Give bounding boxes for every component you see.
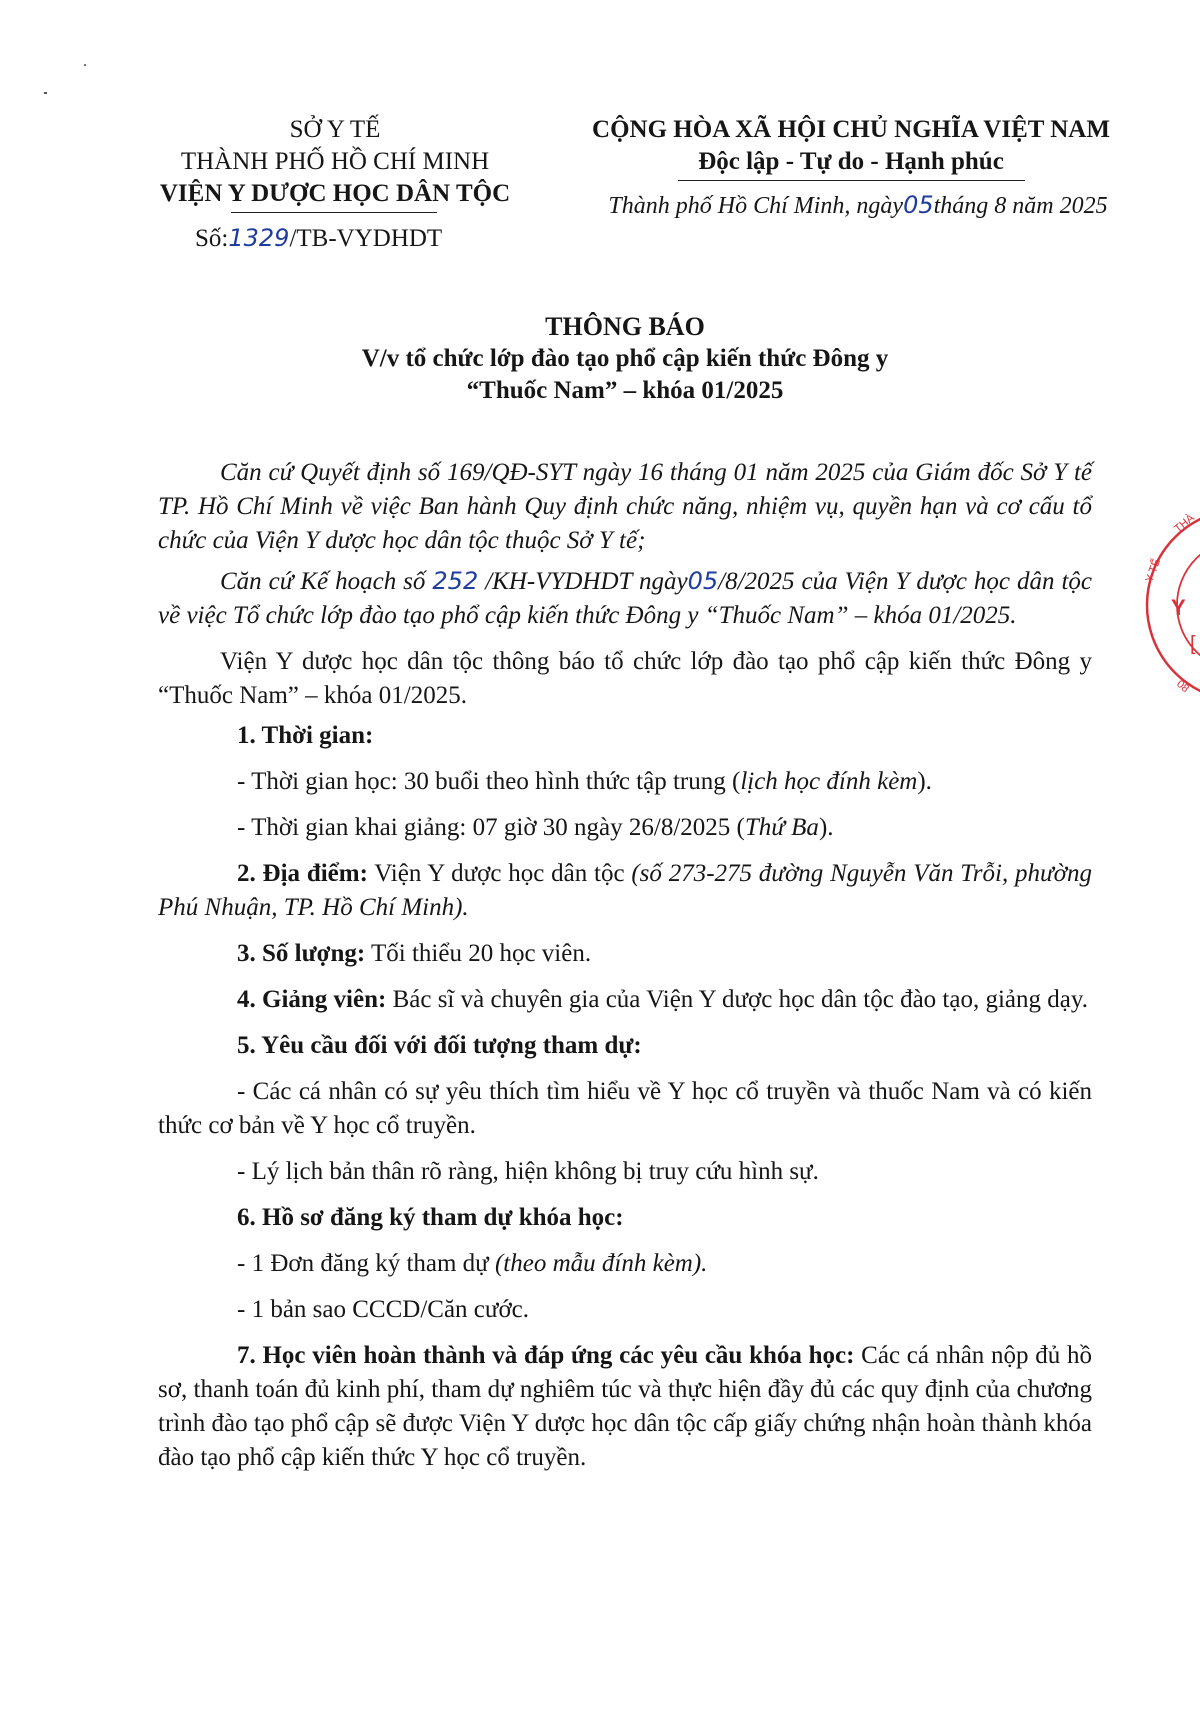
bullet-italic: lịch học đính kèm — [740, 768, 918, 795]
section-5-bullet-2: - Lý lịch bản thân rõ ràng, hiện không bị truy cứu hình sự. — [237, 1158, 819, 1185]
section-1-title: 1. Thời gian: — [237, 722, 374, 749]
bullet-end: ). — [818, 814, 834, 841]
issuing-agency-block — [140, 114, 530, 210]
section-2 — [158, 857, 1092, 925]
official-seal-stamp — [1138, 505, 1200, 705]
bullet-italic: Thứ Ba — [744, 814, 819, 841]
svg-text:Y TẾ: Y TẾ — [1143, 557, 1164, 585]
republic-name: CỘNG HÒA XÃ HỘI CHỦ NGHĨA VIỆT NAM — [592, 116, 1110, 143]
handwritten-day: 05 — [903, 191, 934, 219]
svg-text:08: 08 — [1174, 678, 1192, 696]
section-2-text: Viện Y dược học dân tộc — [367, 860, 632, 887]
handwritten-plan-number: 252 — [432, 567, 479, 595]
svg-text:Y: Y — [1171, 595, 1186, 620]
section-6-bullet-2: - 1 bản sao CCCD/Căn cước. — [237, 1296, 530, 1323]
svg-text:THÀ: THÀ — [1172, 511, 1197, 536]
institute-underline — [231, 212, 437, 213]
bullet-text: - Thời gian khai giảng: 07 giờ 30 ngày 26/8/2025 ( — [237, 814, 745, 841]
section-1-bullet-2 — [158, 811, 1092, 845]
bullet-end: ). — [917, 768, 932, 795]
section-3 — [158, 937, 1092, 971]
national-motto: Độc lập - Tự do - Hạnh phúc — [698, 148, 1004, 175]
date-prefix: Thành phố Hồ Chí Minh, ngày — [608, 193, 904, 219]
bullet-text: - Thời gian học: 30 buổi theo hình thức tập trung ( — [237, 768, 741, 795]
place-and-date — [578, 189, 1138, 222]
notice-title-block — [150, 311, 1100, 407]
notice-subject-line1: V/v tổ chức lớp đào tạo phổ cập kiến thức Đông y — [361, 345, 889, 372]
section-7-text: Các cá nhân nộp đủ hồ sơ, thanh toán đủ kinh phí, tham dự nghiêm túc và thực hiện đầy đủ các quy định của chương trình đào tạo phổ cập sẽ được Viện Y dược học dân tộc cấp giấy chứng nhận hoàn thành khóa đào tạo phổ cập kiến thức Y học cổ truyền. — [158, 1342, 1092, 1471]
section-4 — [158, 983, 1092, 1017]
number-suffix: /TB-VYDHDT — [289, 225, 443, 252]
section-7 — [158, 1339, 1092, 1475]
section-4-title: 4. Giảng viên: — [237, 986, 387, 1013]
section-4-text: Bác sĩ và chuyên gia của Viện Y dược học dân tộc đào tạo, giảng dạy. — [386, 986, 1088, 1013]
scan-speck — [44, 92, 47, 94]
legal-basis-2-c: /8/2025 của Viện Y dược học dân tộc về việc Tổ chức lớp đào tạo phổ cập kiến thức Đông y “Thuốc Nam” – khóa 01/2025. — [158, 568, 1093, 629]
section-2-address: (số 273-275 đường Nguyễn Văn Trỗi, phường Phú Nhuận, TP. Hồ Chí Minh). — [158, 860, 1092, 921]
section-7-title: 7. Học viên hoàn thành và đáp ứng các yêu cầu khóa học: — [237, 1342, 855, 1369]
section-5-title: 5. Yêu cầu đối với đối tượng tham dự: — [237, 1032, 642, 1059]
notice-body — [158, 456, 1092, 1475]
section-1-bullet-1 — [158, 765, 1092, 799]
intro-paragraph: Viện Y dược học dân tộc thông báo tổ chức lớp đào tạo phổ cập kiến thức Đông y “Thuốc Nam” – khóa 01/2025. — [158, 648, 1092, 709]
national-header-block — [566, 114, 1136, 178]
motto-underline — [678, 180, 1025, 181]
section-6-title: 6. Hồ sơ đăng ký tham dự khóa học: — [237, 1204, 624, 1231]
legal-basis-1: Căn cứ Quyết định số 169/QĐ-SYT ngày 16 tháng 01 năm 2025 của Giám đốc Sở Y tế TP. Hồ Chí Minh về việc Ban hành Quy định chức năng, nhiệm vụ, quyền hạn và cơ cấu tổ chức của Viện Y dược học dân tộc thuộc Sở Y tế; — [158, 459, 1092, 554]
notice-subject-line2: “Thuốc Nam” – khóa 01/2025 — [466, 377, 784, 404]
bullet-italic: (theo mẫu đính kèm). — [494, 1250, 708, 1277]
section-5-bullet-1: - Các cá nhân có sự yêu thích tìm hiểu về Y học cổ truyền và thuốc Nam và có kiến thức cơ bản về Y học cổ truyền. — [158, 1078, 1092, 1139]
section-2-title: 2. Địa điểm: — [237, 860, 368, 887]
legal-basis-2-b: /KH-VYDHDT ngày — [485, 568, 688, 595]
date-suffix: tháng 8 năm 2025 — [933, 193, 1108, 219]
scan-speck — [84, 64, 86, 66]
section-3-text: Tối thiểu 20 học viên. — [365, 940, 592, 967]
department-name: SỞ Y TẾ — [289, 116, 381, 143]
handwritten-plan-day: 05 — [687, 567, 719, 595]
handwritten-number: 1329 — [228, 224, 290, 252]
institute-name: VIỆN Y DƯỢC HỌC DÂN TỘC — [159, 180, 511, 207]
svg-text:[: [ — [1190, 633, 1196, 655]
city-name: THÀNH PHỐ HỒ CHÍ MINH — [180, 148, 490, 175]
number-prefix: Số: — [195, 225, 229, 252]
section-6-bullet-1 — [158, 1247, 1092, 1281]
notice-heading: THÔNG BÁO — [545, 312, 705, 341]
document-number — [195, 222, 442, 255]
legal-basis-2-a: Căn cứ Kế hoạch số — [220, 568, 426, 595]
section-3-title: 3. Số lượng: — [237, 940, 366, 967]
bullet-text: - 1 Đơn đăng ký tham dự — [237, 1250, 495, 1277]
legal-basis-2 — [158, 564, 1092, 633]
